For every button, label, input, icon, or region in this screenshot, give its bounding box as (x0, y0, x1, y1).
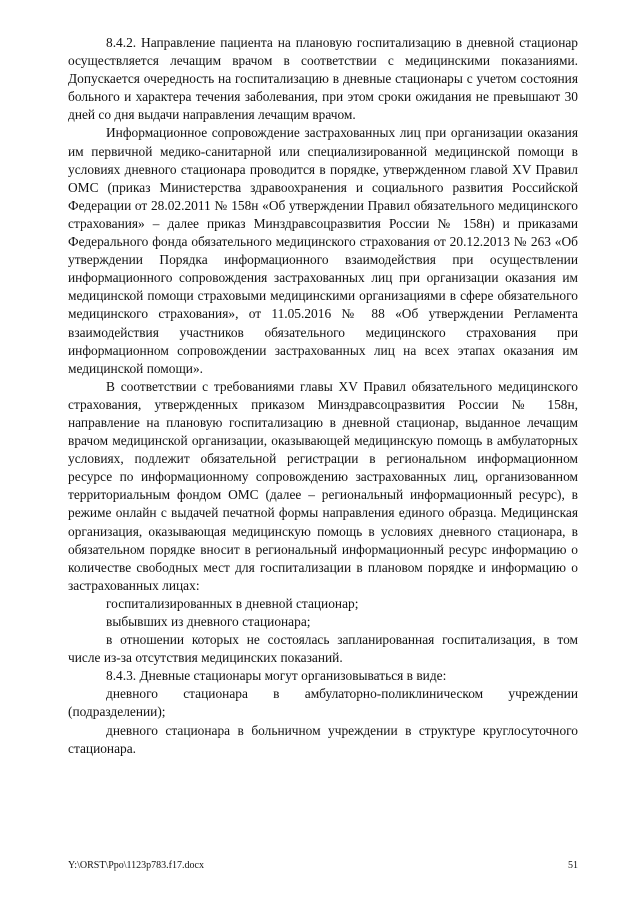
document-body (68, 34, 578, 758)
list-item-hospitalized: госпитализированных в дневной стационар; (106, 595, 359, 611)
page-footer (68, 860, 578, 871)
list-item-hospital: дневного стационара в больничном учреждении в структуре круглосуточного стационара. (68, 722, 578, 756)
file-path: Y:\ORST\Ppo\1123p783.f17.docx (68, 860, 204, 871)
list-item-not-hospitalized: в отношении которых не состоялась запланированная госпитализация, в том числе из-за отсутствия медицинских показаний. (68, 632, 578, 666)
paragraph-8-4-2: 8.4.2. Направление пациента на плановую госпитализацию в дневной стационар осуществляется лечащим врачом в соответствии с медицинскими показаниями. Допускается очередность на госпитализацию в дневные стационары с учетом состояния больного и характера течения заболевания, при этом сроки ожидания не превышают 30 дней со дня выдачи направления лечащим врачом. (68, 35, 578, 123)
list-item-discharged: выбывших из дневного стационара; (106, 614, 311, 629)
paragraph-requirements: В соответствии с требованиями главы XV Правил обязательного медицинского страхования, утвержденных приказом Минздравсоцразвития России № 158н, направление на плановую госпитализацию в дневной стационар, выданное лечащим врачом медицинской организации, оказывающей медицинскую помощь в амбулаторных условиях, подлежит обязательной регистрации в региональном информационном ресурсе по информационному сопровождению застрахованных лиц, организованном территориальным фондом ОМС (далее – региональный информационный ресурс), в режиме онлайн с выдачей печатной формы направления единого образца. Медицинская организация, оказывающая медицинскую помощь в условиях дневного стационара, в обязательном порядке вносит в региональный информационный ресурс информацию о количестве свободных мест для госпитализации в плановом порядке и информацию о застрахованных лицах: (68, 378, 578, 593)
page-number: 51 (568, 860, 578, 871)
paragraph-info-support: Информационное сопровождение застрахованных лиц при организации оказания им первичной медико-санитарной или специализированной медицинской помощи в условиях дневного стационара проводится в порядке, утвержденном главой XV Правил ОМС (приказ Министерства здравоохранения и социального развития Российской Федерации от 28.02.2011 № 158н «Об утверждении Правил обязательного медицинского страхования» – далее приказ Минздравсоцразвития России № 158н) и приказами Федерального фонда обязательного медицинского страхования от 20.12.2013 № 263 «Об утверждении Порядка информационного взаимодействия при осуществлении информационного сопровождения застрахованных лиц при организации оказания им медицинской помощи страховыми медицинскими организациями в сфере обязательного медицинского страхования», от 11.05.2016 № 88 «Об утверждении Регламента взаимодействия участников обязательного медицинского страхования при информационном сопровождении застрахованных лиц на всех этапах оказания им медицинской помощи». (68, 125, 578, 376)
paragraph-8-4-3: 8.4.3. Дневные стационары могут организовываться в виде: (106, 668, 447, 684)
list-item-outpatient: дневного стационара в амбулаторно-поликлиническом учреждении (подразделении); (68, 686, 578, 720)
